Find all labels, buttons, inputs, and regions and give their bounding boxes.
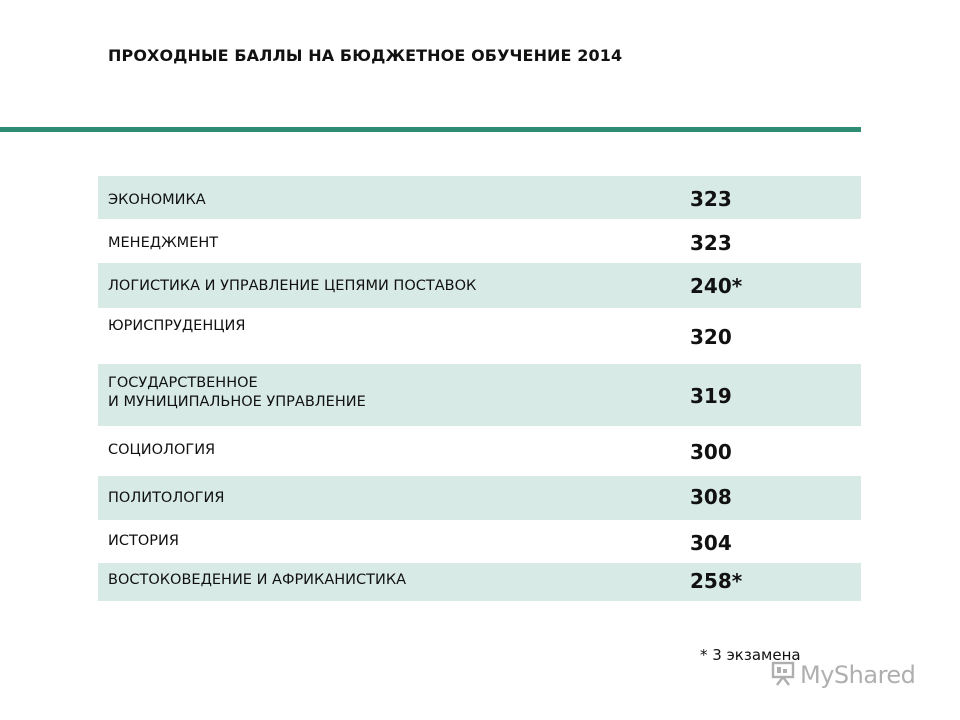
accent-divider — [0, 127, 861, 132]
page-title: ПРОХОДНЫЕ БАЛЛЫ НА БЮДЖЕТНОЕ ОБУЧЕНИЕ 2014 — [108, 46, 623, 65]
footnote: * 3 экзамена — [700, 646, 801, 664]
passing-score: 320 — [690, 325, 732, 349]
passing-score: 323 — [690, 187, 732, 211]
passing-score: 300 — [690, 440, 732, 464]
program-name: ЛОГИСТИКА И УПРАВЛЕНИЕ ЦЕПЯМИ ПОСТАВОК — [108, 278, 477, 294]
table-row — [98, 426, 861, 476]
passing-score: 258* — [690, 569, 743, 593]
table-row — [98, 476, 861, 520]
table-row — [98, 520, 861, 563]
watermark-logo — [770, 660, 915, 690]
passing-score: 240* — [690, 274, 743, 298]
watermark-text: MyShared — [800, 661, 916, 689]
passing-score: 319 — [690, 384, 732, 408]
passing-score: 323 — [690, 231, 732, 255]
program-name: ПОЛИТОЛОГИЯ — [108, 490, 225, 506]
program-name: ГОСУДАРСТВЕННОЕ И МУНИЦИПАЛЬНОЕ УПРАВЛЕНИЕ — [108, 375, 366, 410]
table-row — [98, 364, 861, 426]
scores-table — [98, 176, 861, 601]
passing-score: 304 — [690, 531, 732, 555]
program-name: ВОСТОКОВЕДЕНИЕ И АФРИКАНИСТИКА — [108, 572, 407, 588]
program-name: СОЦИОЛОГИЯ — [108, 442, 216, 458]
table-row — [98, 308, 861, 364]
program-name: ИСТОРИЯ — [108, 533, 179, 549]
table-row — [98, 219, 861, 263]
table-row — [98, 563, 861, 601]
table-row — [98, 176, 861, 219]
program-name: ЮРИСПРУДЕНЦИЯ — [108, 318, 246, 334]
program-name: ЭКОНОМИКА — [108, 192, 206, 208]
presentation-board-icon — [770, 660, 796, 690]
table-row — [98, 263, 861, 308]
program-name: МЕНЕДЖМЕНТ — [108, 235, 219, 251]
passing-score: 308 — [690, 485, 732, 509]
